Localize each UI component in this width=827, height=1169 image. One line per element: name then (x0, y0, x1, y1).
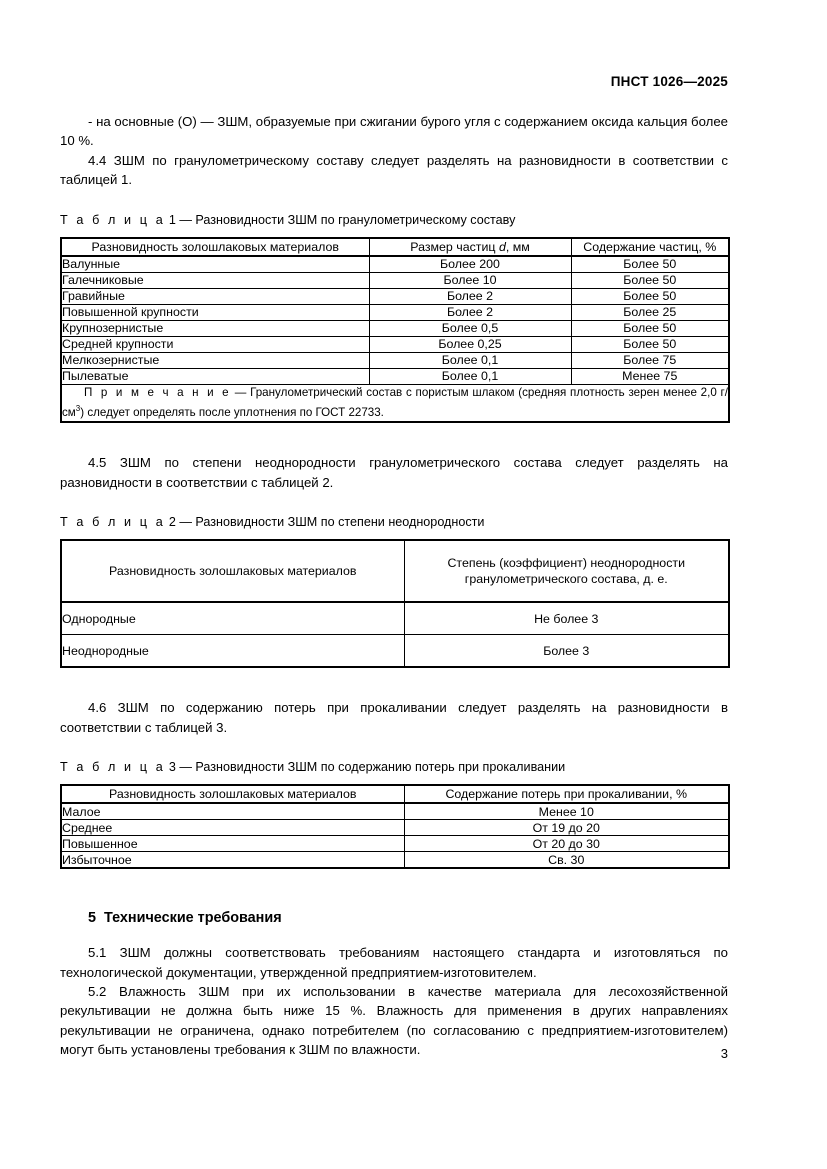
clause-4-6: 4.6 ЗШМ по содержанию потерь при прокаливании следует разделять на разновидности в соответствии с таблицей 3. (60, 700, 728, 735)
table-1-r0-c2: Более 50 (571, 256, 729, 273)
table-3-caption (60, 759, 728, 776)
table-3-r2-c0: Повышенное (61, 836, 404, 852)
table-1-col-1: Размер частиц d, мм (369, 238, 571, 256)
table-row (61, 272, 729, 288)
table-1-r7-c2: Менее 75 (571, 368, 729, 384)
table-1-note-text-a: — Гранулометрический состав с пористым шлаком (средняя плотность зерен менее 2,0 г/см (62, 385, 728, 419)
page-header-standard-id: ПНСТ 1026—2025 (610, 74, 728, 89)
table-3-caption-rest: 3 — Разновидности ЗШМ по содержанию потерь при прокаливании (168, 760, 566, 775)
clause-4-5: 4.5 ЗШМ по степени неоднородности гранулометрического состава следует разделять на разновидности в соответствии с таблицей 2. (60, 455, 728, 490)
table-row (61, 852, 729, 869)
table-1-r3-c2: Более 25 (571, 304, 729, 320)
table-3-r1-c0: Среднее (61, 820, 404, 836)
table-3-col-1: Содержание потерь при прокаливании, % (404, 785, 729, 803)
table-1-r4-c0: Крупнозернистые (61, 320, 369, 336)
clause-5-1: 5.1 ЗШМ должны соответствовать требованиям настоящего стандарта и изготовляться по технологической документации, утвержденной предприятием-изготовителем. (60, 945, 728, 980)
table-row (61, 256, 729, 273)
table-2-r0-c1: Не более 3 (404, 602, 729, 635)
table-3-r0-c1: Менее 10 (404, 803, 729, 820)
table-2-col-1 (404, 540, 729, 602)
table-3-r1-c1: От 19 до 20 (404, 820, 729, 836)
table-3-caption-keyword: Т а б л и ц а (60, 760, 166, 775)
table-1-r7-c1: Более 0,1 (369, 368, 571, 384)
table-1-caption-rest: 1 — Разновидности ЗШМ по гранулометрическому составу (168, 212, 516, 227)
section-5-number: 5 (88, 910, 97, 927)
table-row (61, 803, 729, 820)
table-1-r6-c2: Более 75 (571, 352, 729, 368)
table-1-r7-c0: Пылеватые (61, 368, 369, 384)
table-1-note-text-b: ) следует определять после уплотнения по ГОСТ 22733. (80, 405, 384, 419)
table-1-r5-c1: Более 0,25 (369, 336, 571, 352)
table-1-r6-c1: Более 0,1 (369, 352, 571, 368)
table-row (61, 635, 729, 668)
document-content (60, 112, 728, 1060)
table-1-r2-c1: Более 2 (369, 288, 571, 304)
table-1-r4-c2: Более 50 (571, 320, 729, 336)
bullet-paragraph: - на основные (О) — ЗШМ, образуемые при сжигании бурого угля с содержанием оксида кальция более 10 %. (60, 114, 728, 149)
table-1-r2-c0: Гравийные (61, 288, 369, 304)
clause-5-2: 5.2 Влажность ЗШМ при их использовании в качестве материала для лесохозяйственной рекультивации не должна быть ниже 15 %. Влажность для применения в других направлениях рекультивации не ограничена, однако потребителем (по согласованию с предприятием-изготовителем) могут быть установлены требования к ЗШМ по влажности. (60, 983, 728, 1058)
table-row (61, 602, 729, 635)
table-3 (60, 784, 730, 869)
table-2-col-1-line1: Степень (коэффициент) неоднородности (447, 556, 685, 571)
table-row (61, 336, 729, 352)
table-2-col-0: Разновидность золошлаковых материалов (61, 540, 404, 602)
table-1-r2-c2: Более 50 (571, 288, 729, 304)
table-1-note-keyword: П р и м е ч а н и е (84, 385, 231, 399)
table-1-r1-c2: Более 50 (571, 272, 729, 288)
table-1-r0-c0: Валунные (61, 256, 369, 273)
table-1-note (61, 384, 729, 422)
table-2-header-row (61, 540, 729, 602)
table-1-caption (60, 212, 728, 229)
table-3-r0-c0: Малое (61, 803, 404, 820)
table-row (61, 820, 729, 836)
table-1-r0-c1: Более 200 (369, 256, 571, 273)
table-3-r2-c1: От 20 до 30 (404, 836, 729, 852)
table-1-r6-c0: Мелкозернистые (61, 352, 369, 368)
table-row (61, 836, 729, 852)
section-5-heading (60, 908, 728, 928)
table-1-r3-c0: Повышенной крупности (61, 304, 369, 320)
table-3-col-0: Разновидность золошлаковых материалов (61, 785, 404, 803)
table-2-caption (60, 514, 728, 531)
table-1-header-row (61, 238, 729, 256)
table-2 (60, 539, 730, 668)
table-1-r1-c1: Более 10 (369, 272, 571, 288)
table-2-r0-c0: Однородные (61, 602, 404, 635)
table-2-col-1-line2: гранулометрического состава, д. е. (464, 572, 668, 587)
table-2-r1-c1: Более 3 (404, 635, 729, 668)
table-row (61, 352, 729, 368)
table-3-r3-c1: Св. 30 (404, 852, 729, 869)
table-1-caption-keyword: Т а б л и ц а (60, 212, 166, 227)
table-2-caption-rest: 2 — Разновидности ЗШМ по степени неоднородности (168, 515, 485, 530)
table-1-r4-c1: Более 0,5 (369, 320, 571, 336)
section-5-title: Технические требования (104, 910, 282, 927)
table-row (61, 320, 729, 336)
page-number: 3 (720, 1046, 728, 1061)
table-3-header-row (61, 785, 729, 803)
table-1 (60, 237, 730, 424)
table-3-r3-c0: Избыточное (61, 852, 404, 869)
table-row (61, 304, 729, 320)
table-1-note-superscript: 3 (75, 404, 81, 414)
table-1-note-row (61, 384, 729, 422)
table-2-caption-keyword: Т а б л и ц а (60, 515, 166, 530)
table-1-col-2: Содержание частиц, % (571, 238, 729, 256)
table-2-r1-c0: Неоднородные (61, 635, 404, 668)
table-1-r1-c0: Галечниковые (61, 272, 369, 288)
table-row (61, 368, 729, 384)
table-row (61, 288, 729, 304)
table-1-r5-c0: Средней крупности (61, 336, 369, 352)
table-1-col-0: Разновидность золошлаковых материалов (61, 238, 369, 256)
table-1-r5-c2: Более 50 (571, 336, 729, 352)
table-1-r3-c1: Более 2 (369, 304, 571, 320)
clause-4-4: 4.4 ЗШМ по гранулометрическому составу следует разделять на разновидности в соответствии с таблицей 1. (60, 152, 728, 188)
